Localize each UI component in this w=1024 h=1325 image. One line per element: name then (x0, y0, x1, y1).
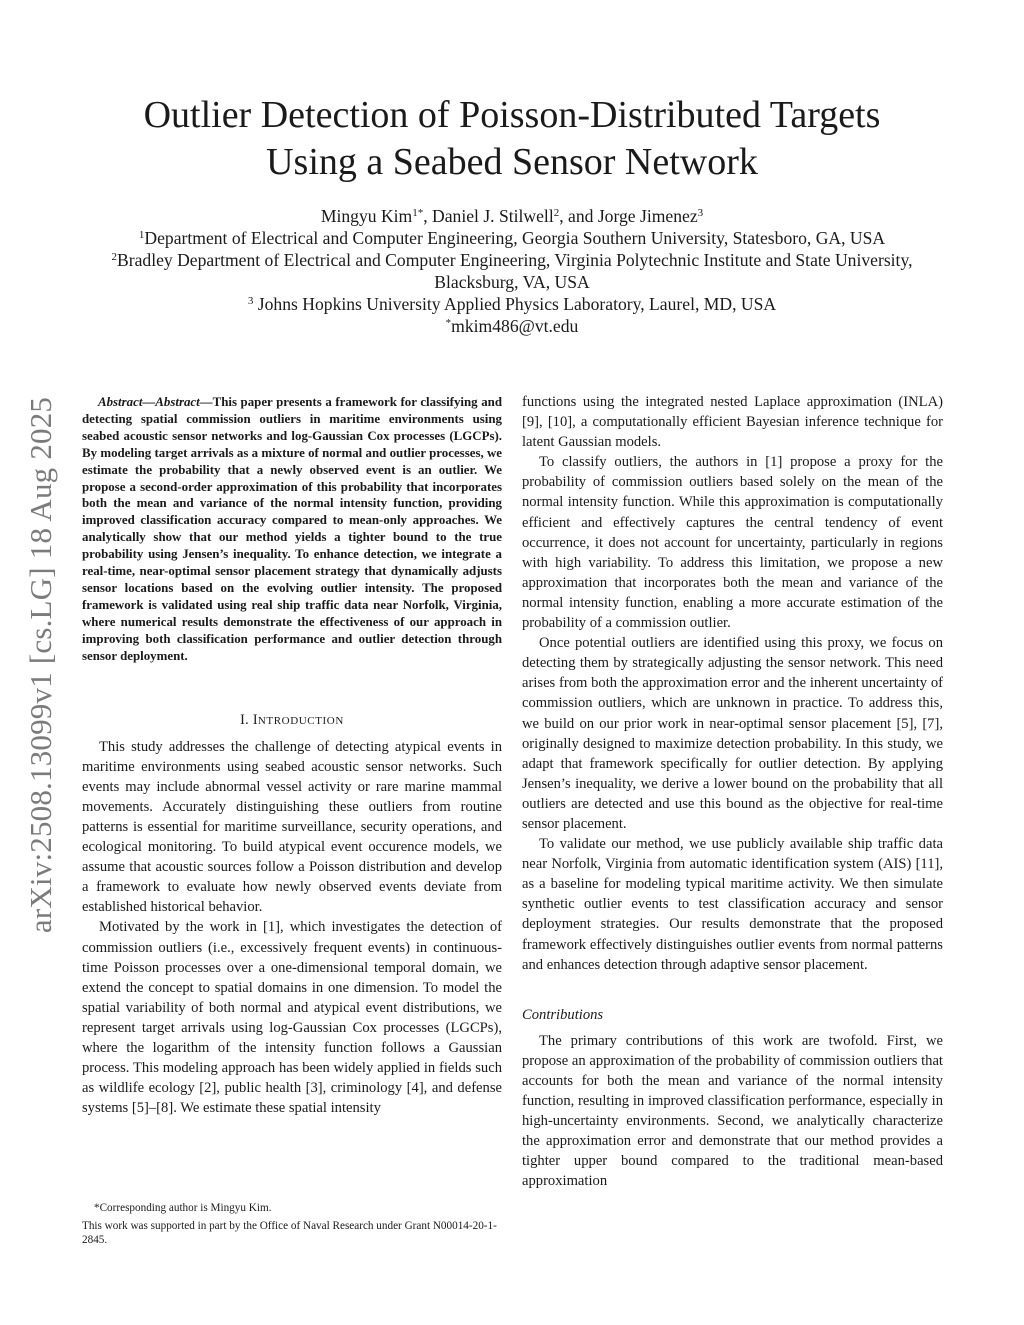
intro-paragraph-1: This study addresses the challenge of detecting atypical events in maritime environments using seabed acoustic sensor networks. Such events may include abnormal vessel activity or rare marine mammal movements. Accurately distinguishing these outliers from routine patterns is essential for maritime surveillance, security operations, and ecological monitoring. To build atypical event occurence models, we assume that acoustic sources follow a Poisson distribution and develop a framework to evaluate how newly observed events deviate from established historical behavior. (82, 738, 502, 916)
intro-paragraph-5: To validate our method, we use publicly available ship traffic data near Norfolk, Virginia from automatic identification system (AIS) [11], as a baseline for modeling typical maritime activity. We then simulate synthetic outlier events to test classification accuracy and sensor deployment strategies. Our results demonstrate that the proposed framework effectively distinguishes outlier events from normal patterns and enhances detection through adaptive sensor placement. (522, 836, 943, 973)
affiliation-3: $^3$ Johns Hopkins University Applied Physics Laboratory, Laurel, MD, USA (247, 294, 777, 314)
author-2: Daniel J. Stilwell (432, 206, 554, 226)
intro-paragraph-3: To classify outliers, the authors in [1] propose a proxy for the probability of commission outliers based solely on the mean of the normal intensity function. While this approximation is computationally efficient and effectively captures the central tendency of event occurrence, it does not account for uncertainty, particularly in regions with high variability. To address this limitation, we propose a new approximation that incorporates both the mean and variance of the normal intensity function, enabling a more accurate estimation of the probability of a commission outlier. (522, 454, 943, 632)
intro-paragraph-2: Motivated by the work in [1], which investigates the detection of commission outliers (i.e., excessively frequent events) in continuous-time Poisson processes over a one-dimensional temporal domain, we extend the concept to spatial domains in one dimension. To model the spatial variability of both normal and atypical event distributions, we represent target arrivals using log-Gaussian Cox processes (LGCPs), where the logarithm of the intensity function follows a Gaussian process. This modeling approach has been widely applied in fields such as wildlife ecology [2], public health [3], criminology [4], and defense systems [5]–[8]. We estimate these spatial intensity (82, 919, 502, 1117)
affiliation-2: $^2$Bradley Department of Electrical and Computer Engineering, Virginia Polytechnic Institute and State University, (111, 250, 913, 270)
author-1: Mingyu Kim (320, 206, 413, 226)
subsection-heading-contributions: Contributions (522, 1006, 604, 1023)
intro-paragraph-2-cont: functions using the integrated nested Laplace approximation (INLA) [9], [10], a computationally efficient Bayesian inference technique for latent Gaussian models. (522, 394, 943, 451)
author-3: Jorge Jimenez (597, 206, 698, 226)
affiliation-2-cont: Blacksburg, VA, USA (434, 272, 590, 292)
right-column (522, 392, 943, 1192)
title-line-2: Using a Seabed Sensor Network (266, 141, 758, 183)
footnote-funding: This work was supported in part by the Office of Naval Research under Grant N00014-20-1-2845. (82, 1220, 497, 1247)
author-email: *mkim486@vt.edu (445, 316, 579, 336)
footnote-corresponding: *Corresponding author is Mingyu Kim. (94, 1202, 272, 1214)
intro-paragraph-4: Once potential outliers are identified using this proxy, we focus on detecting them by strategically adjusting the sensor network. This need arises from both the approximation error and the inherent uncertainty of commission outliers, which are unknown in practice. To address this, we build on our prior work in near-optimal sensor placement [5], [7], originally designed to maximize detection probability. In this study, we adapt that framework specifically for outlier detection. By applying Jensen’s inequality, we derive a lower bound on the probability that all outliers are detected and use this bound as the objective for real-time sensor placement. (522, 635, 943, 832)
arxiv-sidebar (8, 370, 74, 960)
footnotes (82, 1201, 502, 1248)
author-names: Mingyu Kim$^{1*}$, Daniel J. Stilwell$^2$, and Jorge Jimenez$^3$ (320, 206, 704, 226)
abstract-label: Abstract—Abstract— (98, 395, 213, 409)
arxiv-identifier: arXiv:2508.13099v1 [cs.LG] 18 Aug 2025 (23, 396, 58, 934)
title-line-1: Outlier Detection of Poisson-Distributed Targets (143, 94, 881, 136)
author-block (60, 205, 964, 337)
contributions-paragraph-1: The primary contributions of this work are twofold. First, we propose an approximation of the probability of commission outliers that accounts for both the mean and variance of the normal intensity function, resulting in improved classification performance, especially in high-uncertainty environments. Second, we analytically characterize the approximation error and demonstrate that our method provides a tighter upper bound compared to the traditional mean-based approximation (522, 1032, 943, 1190)
left-column (82, 392, 502, 1118)
abstract (82, 394, 502, 665)
paper-title (80, 92, 944, 186)
section-heading-introduction: I. INTRODUCTION (240, 711, 344, 728)
affiliation-1: $^1$Department of Electrical and Computer Engineering, Georgia Southern University, Statesboro, GA, USA (138, 228, 886, 248)
abstract-text: This paper presents a framework for classifying and detecting spatial commission outliers in maritime environments using seabed acoustic sensor networks and log-Gaussian Cox processes (LGCPs). By modeling target arrivals as a mixture of normal and outlier processes, we estimate the probability that a newly observed event is an outlier. We propose a second-order approximation of this probability that incorporates both the mean and variance of the normal intensity function, providing improved classification accuracy compared to mean-only approaches. We analytically show that our method yields a tighter bound to the true probability using Jensen’s inequality. To enhance detection, we integrate a real-time, near-optimal sensor placement strategy that dynamically adjusts sensor locations based on the evolving outlier intensity. The proposed framework is validated using real ship traffic data near Norfolk, Virginia, where numerical results demonstrate the effectiveness of our approach in improving both classification performance and outlier detection through sensor deployment. (82, 395, 502, 663)
